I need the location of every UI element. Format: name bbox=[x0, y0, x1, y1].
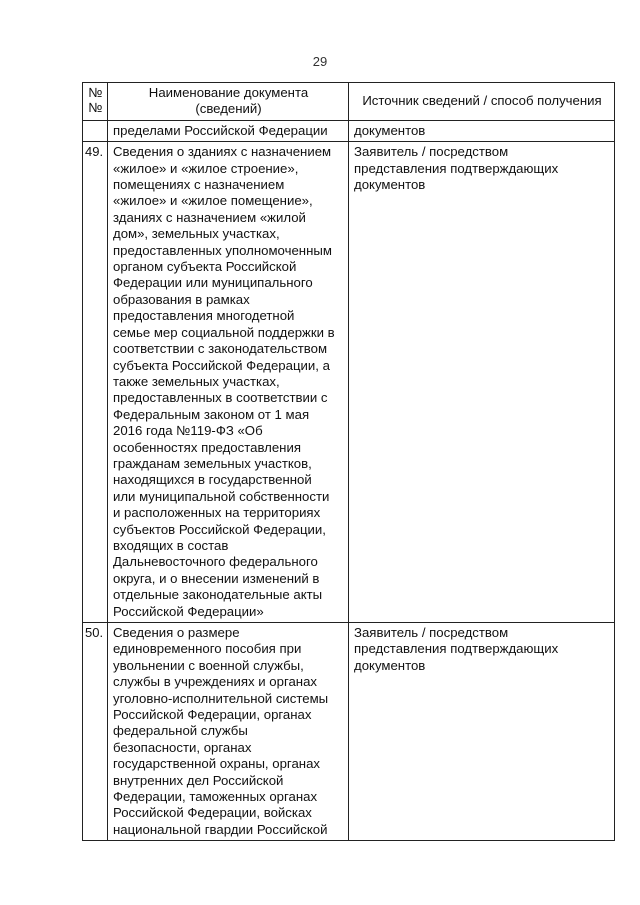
table-row-continuation bbox=[83, 120, 615, 141]
header-number: № № bbox=[83, 83, 108, 121]
table-row-50 bbox=[83, 623, 615, 841]
row-source: Заявитель / посредством представления подтверждающих документов bbox=[349, 623, 615, 841]
row-document-name: Сведения о размере единовременного пособия при увольнении с военной службы, службы в учреждениях и органах уголовно-исполнительной системы Российской Федерации, органах федеральной службы безопасности, органах государственной охраны, органах внутренних дел Российской Федерации, таможенных органах Российской Федерации, войсках национальной гвардии Российской bbox=[108, 623, 349, 841]
row-number: 50. bbox=[83, 623, 108, 841]
table-row-49 bbox=[83, 142, 615, 623]
continuation-source-cell: документов bbox=[349, 120, 615, 141]
row-document-name: Сведения о зданиях с назначением «жилое» и «жилое строение», помещениях с назначением «жилое» и «жилое помещение», зданиях с назначением «жилой дом», земельных участках, предоставленных уполномоченным органом субъекта Российской Федерации или муниципального образования в рамках предоставления многодетной семье мер социальной поддержки в соответствии с законодательством субъекта Российской Федерации, а также земельных участках, предоставленных в соответствии с Федеральным законом от 1 мая 2016 года №119-ФЗ «Об особенностях предоставления гражданам земельных участков, находящихся в государственной или муниципальной собственности и расположенных на территориях субъектов Российской Федерации, входящих в состав Дальневосточного федерального округа, и о внесении изменений в отдельные законодательные акты Российской Федерации» bbox=[108, 142, 349, 623]
table-header-row bbox=[83, 83, 615, 121]
row-number: 49. bbox=[83, 142, 108, 623]
header-source: Источник сведений / способ получения bbox=[349, 83, 615, 121]
documents-table bbox=[82, 82, 615, 841]
header-document-name: Наименование документа (сведений) bbox=[108, 83, 349, 121]
page-number: 29 bbox=[312, 54, 328, 69]
continuation-number-cell bbox=[83, 120, 108, 141]
row-source: Заявитель / посредством представления подтверждающих документов bbox=[349, 142, 615, 623]
continuation-name-cell: пределами Российской Федерации bbox=[108, 120, 349, 141]
